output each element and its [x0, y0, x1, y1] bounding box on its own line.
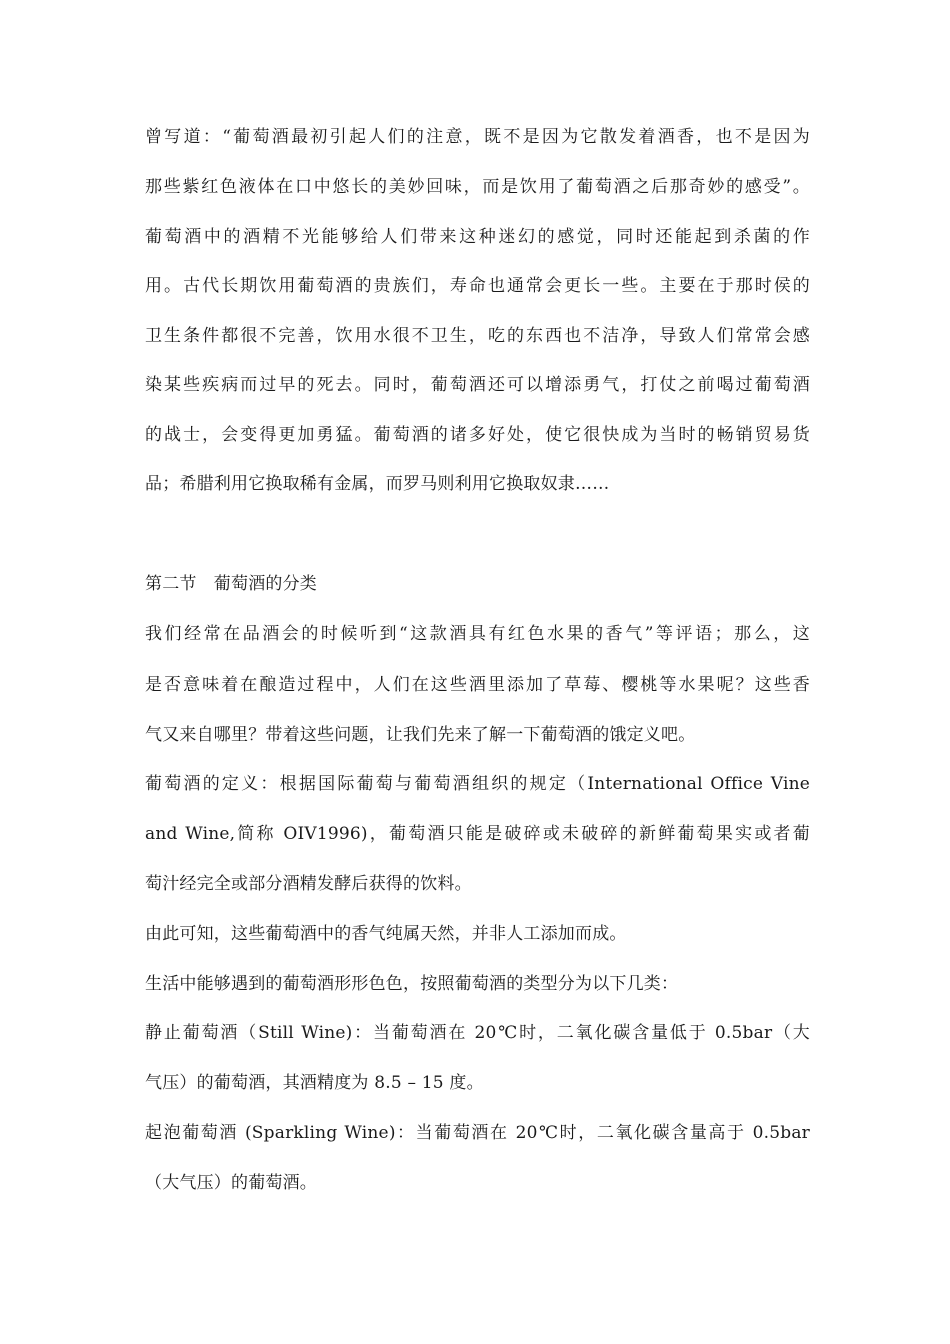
paragraph-1-line-1: 曾写道：“葡萄酒最初引起人们的注意，既不是因为它散发着酒香，也不是因为 [145, 127, 810, 147]
paragraph-6-line-1: 静止葡萄酒（Still Wine)：当葡萄酒在 20℃时，二氧化碳含量低于 0.5bar（大 [145, 1023, 810, 1043]
paragraph-7-line-1: 起泡葡萄酒 (Sparkling Wine)：当葡萄酒在 20℃时，二氧化碳含量高于 0.5bar [145, 1123, 810, 1143]
section-heading: 第二节 葡萄酒的分类 [145, 574, 317, 594]
paragraph-6-line-2: 气压）的葡萄酒，其酒精度为 8.5 – 15 度。 [145, 1073, 484, 1093]
paragraph-1-line-4: 用。古代长期饮用葡萄酒的贵族们，寿命也通常会更长一些。主要在于那时侯的 [145, 276, 810, 296]
paragraph-2-line-2: 是否意味着在酿造过程中，人们在这些酒里添加了草莓、樱桃等水果呢？这些香 [145, 675, 810, 695]
paragraph-1-line-7: 的战士，会变得更加勇猛。葡萄酒的诸多好处，使它很快成为当时的畅销贸易货 [145, 425, 810, 445]
paragraph-1-line-3: 葡萄酒中的酒精不光能够给人们带来这种迷幻的感觉，同时还能起到杀菌的作 [145, 227, 810, 247]
paragraph-3-line-2: and Wine,简称 OIV1996)，葡萄酒只能是破碎或未破碎的新鲜葡萄果实或者葡 [145, 824, 810, 844]
paragraph-3-line-3: 萄汁经完全或部分酒精发酵后获得的饮料。 [145, 874, 472, 894]
paragraph-4: 由此可知，这些葡萄酒中的香气纯属天然，并非人工添加而成。 [145, 924, 627, 944]
paragraph-1-line-2: 那些紫红色液体在口中悠长的美妙回味，而是饮用了葡萄酒之后那奇妙的感受”。 [145, 177, 810, 197]
paragraph-7-line-2: （大气压）的葡萄酒。 [145, 1173, 317, 1193]
paragraph-3-line-1: 葡萄酒的定义：根据国际葡萄与葡萄酒组织的规定（International Office Vine [145, 774, 810, 794]
paragraph-2-line-1: 我们经常在品酒会的时候听到“这款酒具有红色水果的香气”等评语；那么，这 [145, 624, 810, 644]
paragraph-1-line-6: 染某些疾病而过早的死去。同时，葡萄酒还可以增添勇气，打仗之前喝过葡萄酒 [145, 375, 810, 395]
paragraph-2-line-3: 气又来自哪里？带着这些问题，让我们先来了解一下葡萄酒的饿定义吧。 [145, 725, 696, 745]
paragraph-1-line-5: 卫生条件都很不完善，饮用水很不卫生，吃的东西也不洁净，导致人们常常会感 [145, 326, 810, 346]
paragraph-5: 生活中能够遇到的葡萄酒形形色色，按照葡萄酒的类型分为以下几类： [145, 974, 679, 994]
paragraph-1-line-8: 品；希腊利用它换取稀有金属，而罗马则利用它换取奴隶…… [145, 474, 610, 494]
